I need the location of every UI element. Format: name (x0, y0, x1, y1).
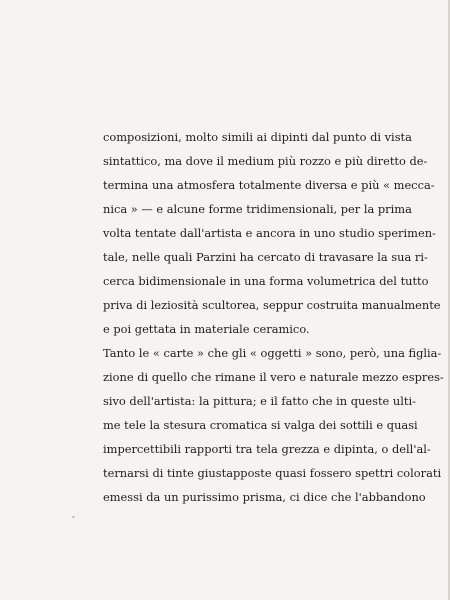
text-line: tale, nelle quali Parzini ha cercato di travasare la sua ri- (103, 250, 428, 264)
text-line: ternarsi di tinte giustapposte quasi fossero spettri colorati (103, 466, 442, 480)
text-line: termina una atmosfera totalmente diversa e più « mecca- (103, 178, 435, 192)
text-line: zione di quello che rimane il vero e naturale mezzo espres- (103, 370, 444, 384)
text-line: nica » — e alcune forme tridimensionali, per la prima (103, 202, 412, 216)
text-line: volta tentate dall'artista e ancora in uno studio sperimen- (103, 226, 436, 240)
text-line: Tanto le « carte » che gli « oggetti » sono, però, una figlia- (103, 346, 442, 360)
text-line: cerca bidimensionale in una forma volumetrica del tutto (103, 274, 429, 288)
body-text (103, 125, 444, 509)
text-line: emessi da un purissimo prisma, ci dice che l'abbandono (103, 490, 426, 504)
text-line: e poi gettata in materiale ceramico. (103, 322, 310, 336)
paper-speck (72, 516, 75, 518)
text-line: composizioni, molto simili ai dipinti dal punto di vista (103, 130, 412, 144)
text-line: sintattico, ma dove il medium più rozzo e più diretto de- (103, 154, 428, 168)
text-line: sivo dell'artista: la pittura; e il fatto che in queste ulti- (103, 394, 416, 408)
text-line: priva di leziosità scultorea, seppur costruita manualmente (103, 298, 441, 312)
text-line: impercettibili rapporti tra tela grezza e dipinta, o dell'al- (103, 442, 431, 456)
text-line: me tele la stesura cromatica si valga dei sottili e quasi (103, 418, 418, 432)
